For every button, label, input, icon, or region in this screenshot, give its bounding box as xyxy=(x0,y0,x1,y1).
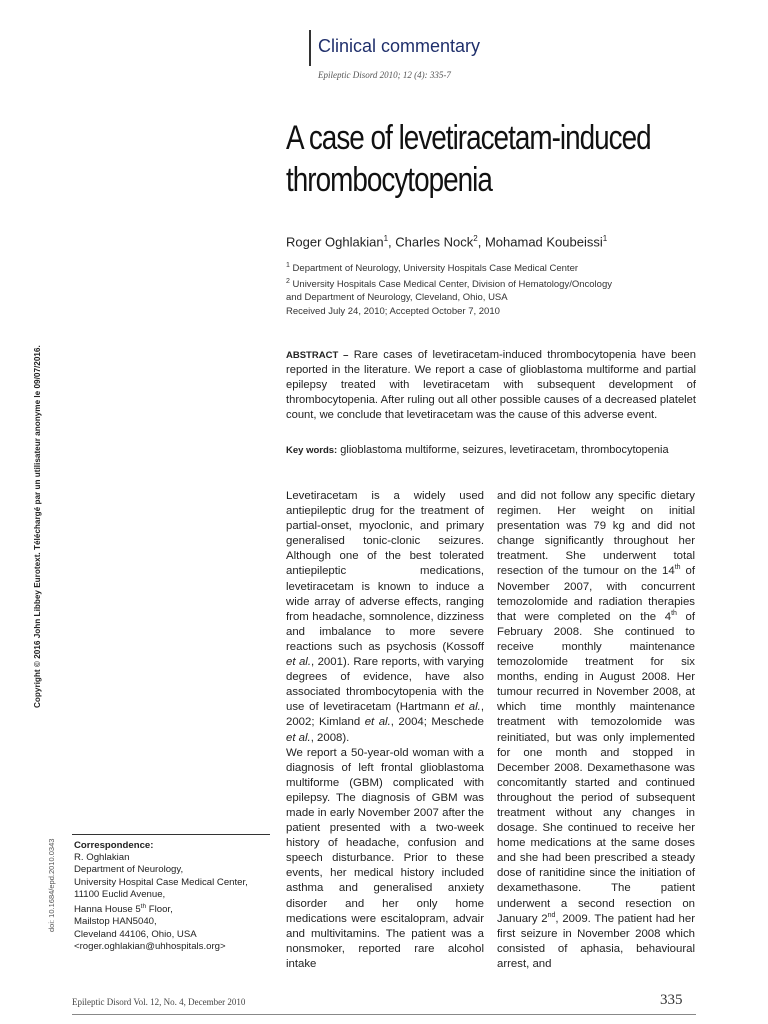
affiliation-text: Department of Neurology, University Hospitals Case Medical Center xyxy=(292,263,579,275)
text-run: et al. xyxy=(286,731,311,744)
footer-journal: Epileptic Disord Vol. 12, No. 4, December 2010 xyxy=(72,997,246,1007)
correspondence-block xyxy=(74,840,274,953)
correspondence-street: 11100 Euclid Avenue, xyxy=(74,888,166,900)
author-separator: , xyxy=(388,234,396,250)
article-title xyxy=(286,117,663,201)
correspondence-name: R. Oghlakian xyxy=(74,852,130,864)
author-name: Charles Nock xyxy=(395,234,474,250)
superscript: th xyxy=(674,564,681,572)
paragraph xyxy=(286,489,484,746)
superscript: th xyxy=(140,903,147,911)
superscript: nd xyxy=(547,911,556,919)
correspondence-mailstop: Mailstop HAN5040, xyxy=(74,916,157,928)
text-run: , 2009. The patient had her first seizure in November 2008 which consisted of aphasia, behavioural arrest, and xyxy=(497,912,695,970)
abstract-label: ABSTRACT – xyxy=(286,350,349,361)
section-label: Clinical commentary xyxy=(318,36,481,56)
affiliation-mark: 1 xyxy=(286,262,290,269)
abstract-text: Rare cases of levetiracetam-induced thrombocytopenia have been reported in the literature. We report a case of glioblastoma multiforme and partial epilepsy treated with levetiracetam with subsequent development of thrombocytopenia. After ruling out all other possible causes of a decreased platelet count, we conclude that levetiracetam was the cause of this adverse event. xyxy=(286,349,696,421)
author-affiliation-mark: 1 xyxy=(383,234,389,243)
text-run: , 2001). Rare reports, with varying degrees of evidence, have also associated thrombocytopenia with the use of levetiracetam (Hartmann xyxy=(286,656,484,714)
keywords xyxy=(286,444,706,456)
affiliation-continued: and Department of Neurology, Cleveland, Ohio, USA xyxy=(286,292,508,304)
page-number: 335 xyxy=(660,992,683,1008)
body-column-2 xyxy=(497,489,695,972)
body-column-1 xyxy=(286,489,484,972)
doi-label: doi: 10.1684/epd.2010.0343 xyxy=(47,838,56,932)
correspondence-divider xyxy=(72,834,270,835)
author-separator: , xyxy=(477,234,485,250)
copyright-notice: Copyright © 2016 John Libbey Eurotext. Téléchargé par un utilisateur anonyme le 09/07/2016. xyxy=(33,345,42,708)
footer-rule xyxy=(72,1014,696,1015)
text-run: and did not follow any specific dietary regimen. Her weight on initial presentation was 79 kg and did not change significantly throughout her treatment. She underwent total resection of the tumour on the 14 xyxy=(497,490,695,578)
section-divider xyxy=(309,30,311,66)
correspondence-institution: University Hospital Case Medical Center, xyxy=(74,876,248,888)
author-list xyxy=(286,234,607,249)
abstract xyxy=(286,348,696,423)
author-affiliation-mark: 1 xyxy=(602,234,608,243)
text-run: of November 2007, with concurrent temozolomide and radiation therapies that were completed on the 4 xyxy=(497,565,696,623)
correspondence-dept: Department of Neurology, xyxy=(74,864,184,876)
text-run: Levetiracetam is a widely used antiepileptic drug for the treatment of partial-onset, myoclonic, and primary generalised tonic-clonic seizures. Although one of the best tolerated antiepileptic medications, levetiracetam is known to induce a wide array of adverse effects, ranging from headache, somnolence, dizziness and imbalance to more severe reactions such as psychosis (Kossoff xyxy=(286,490,484,653)
superscript: th xyxy=(671,609,677,617)
correspondence-email[interactable]: <roger.oghlakian@uhhospitals.org> xyxy=(74,940,226,952)
paragraph xyxy=(497,489,695,972)
text-run: , 2008). xyxy=(310,731,350,744)
text-run: et al. xyxy=(454,701,481,714)
journal-citation: Epileptic Disord 2010; 12 (4): 335-7 xyxy=(318,70,451,80)
text-run: et al. xyxy=(364,716,391,729)
keywords-text: glioblastoma multiforme, seizures, levetiracetam, thrombocytopenia xyxy=(340,444,669,456)
paragraph: We report a 50-year-old woman with a diagnosis of left frontal glioblastoma multiforme (GBM) complicated with epilepsy. The diagnosis of GBM was made in early November 2007 after the patient presented with a two-week history of headache, confusion and speech disturbance. Prior to these events, her medical history included asthma and generalised anxiety disorder and her only home medications were escitalopram, advair and multivitamins. The patient was a nonsmoker, reported rare alcohol intake xyxy=(286,746,484,970)
correspondence-label: Correspondence: xyxy=(74,840,154,851)
title-line-2: thrombocytopenia xyxy=(286,161,492,199)
correspondence-house xyxy=(74,901,274,916)
keywords-label: Key words: xyxy=(286,445,338,456)
affiliation-item xyxy=(286,259,726,275)
text-run: Floor, xyxy=(146,904,173,916)
author-name: Mohamad Koubeissi xyxy=(484,234,603,250)
title-line-1: A case of levetiracetam-induced xyxy=(286,119,651,157)
received-dates: Received July 24, 2010; Accepted October 7, 2010 xyxy=(286,306,500,317)
correspondence-city: Cleveland 44106, Ohio, USA xyxy=(74,928,197,940)
text-run: et al. xyxy=(286,656,311,669)
author-affiliation-mark: 2 xyxy=(473,234,478,243)
text-run: of February 2008. She continued to receive monthly maintenance temozolomide treatment for six months, ending in August 2008. Her tumour recurred in November 2008, at which time monthly maintenance treatment with temozolomide was reinitiated, but was only implemented for one month and stopped in December 2008. Dexamethasone was concomitantly started and continued throughout the period of subsequent treatment without any changes in dosage. She continued to receive her home medications at the same doses and she had been prescribed a steady dose of ranitidine since the initiation of dexamethasone. The patient underwent a second resection on January 2 xyxy=(497,610,696,925)
text-run: , 2002; Kimland xyxy=(286,701,484,729)
affiliation-mark: 2 xyxy=(286,278,290,286)
affiliation-text: University Hospitals Case Medical Center, Division of Hematology/Oncology xyxy=(292,279,612,291)
text-run: , 2004; Meschede xyxy=(390,716,484,729)
author-name: Roger Oghlakian xyxy=(286,234,384,250)
text-run: Hanna House 5 xyxy=(74,904,141,916)
affiliations xyxy=(286,259,726,304)
affiliation-item xyxy=(286,275,726,291)
